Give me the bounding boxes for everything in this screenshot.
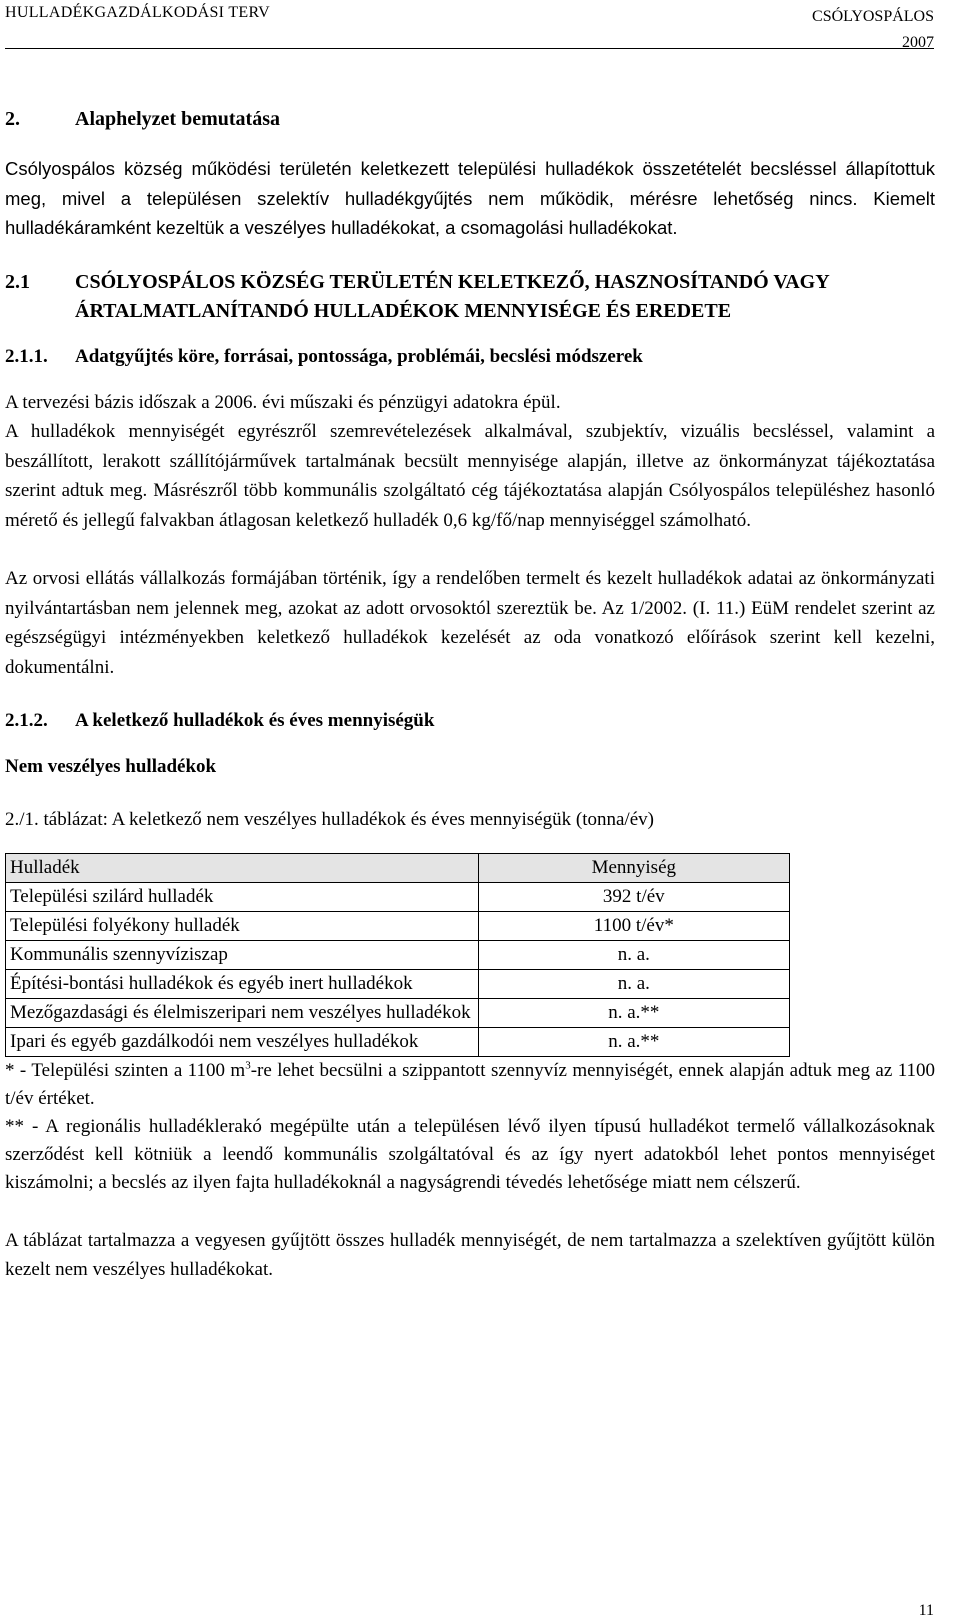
footnote-1-end: -re lehet becsülni a szippantott szennyvíz mennyiségét, ennek alapján adtuk meg az 1100 t/év értéket. xyxy=(5,1059,935,1109)
table-row xyxy=(6,882,790,911)
section-number: 2. xyxy=(5,108,20,130)
subsection-212-title: A keletkező hulladékok és éves mennyiségük xyxy=(75,710,435,731)
header-place-year xyxy=(812,4,934,56)
non-hazardous-heading: Nem veszélyes hulladékok xyxy=(5,756,217,777)
table-header-waste: Hulladék xyxy=(6,853,479,882)
waste-table xyxy=(5,853,790,1057)
page-header xyxy=(5,2,934,49)
waste-amount: n. a.** xyxy=(478,998,789,1027)
header-place: CSÓLYOSPÁLOS xyxy=(812,8,934,25)
table-header-amount: Mennyiség xyxy=(478,853,789,882)
waste-name: Települési folyékony hulladék xyxy=(6,911,479,940)
subsection-211-heading xyxy=(5,346,935,368)
header-doc-title: HULLADÉKGAZDÁLKODÁSI TERV xyxy=(5,4,271,21)
waste-name: Ipari és egyéb gazdálkodói nem veszélyes hulladékok xyxy=(6,1027,479,1056)
closing-paragraph: A táblázat tartalmazza a vegyesen gyűjtött összes hulladék mennyiségét, de nem tartalmazza a szelektíven gyűjtött külön kezelt nem veszélyes hulladékokat. xyxy=(5,1229,935,1280)
subsection-number: 2.1 xyxy=(5,270,30,293)
section-title: Alaphelyzet bemutatása xyxy=(75,108,280,130)
table-row xyxy=(6,998,790,1027)
waste-amount: n. a. xyxy=(478,969,789,998)
table-header-row xyxy=(6,853,790,882)
table-row xyxy=(6,911,790,940)
table-row xyxy=(6,940,790,969)
subsection-heading xyxy=(5,268,935,326)
waste-amount: 1100 t/év* xyxy=(478,911,789,940)
subsection-211-number: 2.1.1. xyxy=(5,345,48,367)
footnote-1-start: * - Települési szinten a 1100 m xyxy=(5,1059,246,1081)
table-row xyxy=(6,969,790,998)
footnote-1-superscript: 3 xyxy=(245,1059,251,1072)
waste-amount: 392 t/év xyxy=(478,882,789,911)
waste-name: Építési-bontási hulladékok és egyéb inert hulladékok xyxy=(6,969,479,998)
subsection-211-title: Adatgyűjtés köre, forrásai, pontossága, problémái, becslési módszerek xyxy=(75,345,643,367)
intro-paragraph: Csólyospálos község működési területén keletkezett települési hulladékok összetételét becsléssel állapítottuk meg, mivel a településen szelektív hulladékgyűjtés nem működik, mérésre lehetőség nincs. Kiemelt hulladékáramként kezeltük a veszélyes hulladékokat, a csomagolási hulladékokat. xyxy=(5,158,935,238)
table-row xyxy=(6,1027,790,1056)
table-caption: 2./1. táblázat: A keletkező nem veszélyes hulladékok és éves mennyiségük (tonna/év) xyxy=(5,809,654,830)
waste-name: Települési szilárd hulladék xyxy=(6,882,479,911)
subsection-212-heading xyxy=(5,710,935,732)
page-content xyxy=(5,108,935,1285)
waste-amount: n. a.** xyxy=(478,1027,789,1056)
waste-name: Kommunális szennyvíziszap xyxy=(6,940,479,969)
paragraph-base-period: A tervezési bázis időszak a 2006. évi műszaki és pénzügyi adatokra épül. xyxy=(5,391,561,413)
paragraph-medical-waste: Az orvosi ellátás vállalkozás formájában történik, így a rendelőben termelt és kezelt hulladékok adatai az önkormányzati nyilvántartásban nem jelennek meg, azokat az adott orvosoktól szereztük be. Az 1/2002. (I. 11.) EüM rendelet szerint az egészségügyi intézményekben keletkező hulladékok kezelését az oda vonatkozó előírások szerint kell kezelni, dokumentálni. xyxy=(5,568,935,678)
footnote-single-asterisk xyxy=(5,1057,935,1113)
waste-amount: n. a. xyxy=(478,940,789,969)
paragraph-estimation-method: A hulladékok mennyiségét egyrészről szemrevételezések alkalmával, szubjektív, vizuális becsléssel, valamint a beszállított, lerakott szállítójárművek tartalmának becsült mennyisége alapján, illetve az önkormányzat tájékoztatása szerint adtuk meg. Másrészről több kommunális szolgáltató cég tájékoztatása alapján Csólyospálos településhez hasonló mérető és jellegű falvakban átlagosan keletkező hulladék 0,6 kg/fő/nap mennyiséggel számolható. xyxy=(5,421,935,531)
subsection-title: CSÓLYOSPÁLOS KÖZSÉG TERÜLETÉN KELETKEZŐ, HASZNOSÍTANDÓ VAGY ÁRTALMATLANÍTANDÓ HULLADÉKOK MENNYISÉGE ÉS EREDETE xyxy=(75,270,829,322)
footnote-double-asterisk: ** - A regionális hulladéklerakó megépülte után a településen lévő ilyen típusú hulladékot termelő vállalkozásoknak szerződést kell kötniük a leendő kommunális szolgáltatóval és az így nyert adatokból lehet pontos mennyiséget kiszámolni; a becslés az ilyen fajta hulladékoknál a nagyságrendi tévedés lehetősége miatt nem célszerű. xyxy=(5,1115,935,1193)
header-year: 2007 xyxy=(902,34,934,51)
waste-name: Mezőgazdasági és élelmiszeripari nem veszélyes hulladékok xyxy=(6,998,479,1027)
page-number: 11 xyxy=(918,1602,934,1619)
section-heading xyxy=(5,108,935,131)
subsection-212-number: 2.1.2. xyxy=(5,710,48,731)
